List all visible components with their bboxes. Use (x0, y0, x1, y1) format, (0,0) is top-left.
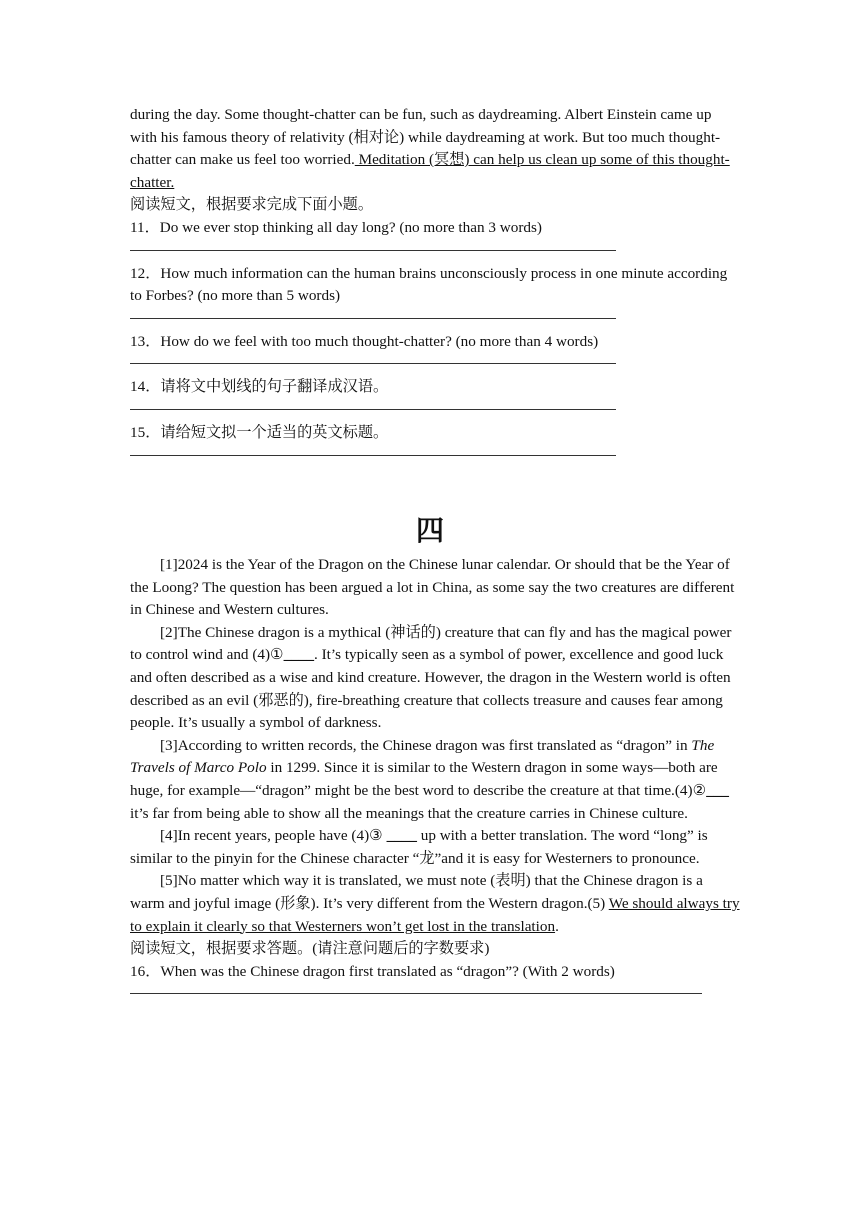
book-title: The Travels of Marco Polo (130, 736, 715, 777)
section-title: 四 (415, 516, 444, 547)
blank-4-2[interactable]: ___ (706, 781, 729, 799)
question-14: 14．请将文中划线的句子翻译成汉语。 (130, 378, 389, 396)
instruction-2: 阅读短文，根据要求答题。(请注意问题后的字数要求) (130, 940, 490, 958)
answer-line-15[interactable] (130, 455, 616, 456)
answer-line-13[interactable] (130, 363, 616, 364)
paragraph-3-text: [3]According to written records, the Chinese dragon was first translated as “dragon” in (160, 736, 692, 754)
paragraph-3-text-rest: it’s far from being able to show all the meanings that the creature carries in Chinese culture. (130, 804, 688, 822)
answer-line-16[interactable] (130, 993, 702, 994)
section2 (130, 554, 740, 994)
question-13: 13．How do we feel with too much thought-chatter? (no more than 4 words) (130, 332, 599, 350)
answer-line-12[interactable] (130, 318, 616, 319)
paragraph-3-text-mid: in 1299. Since it is similar to the Western dragon in some ways—both are huge, for example—“dragon” might be the best word to describe the creature at that time.(4)② (130, 759, 718, 799)
paragraph-1: [1]2024 is the Year of the Dragon on the Chinese lunar calendar. Or should that be the Year of the Loong? The question has been argued a lot in China, as some say the two creatures are different in Chinese and Western cultures. (130, 556, 735, 619)
passage-text: during the day. Some thought-chatter can be fun, such as daydreaming. Albert Einstein came up with his famous theory of relativity (相对论) while daydreaming at work. But too much thought-chatter can make us feel too worried. (130, 106, 721, 169)
paragraph-2 (130, 622, 740, 735)
question-11: 11．Do we ever stop thinking all day long? (no more than 3 words) (130, 218, 542, 236)
paragraph-4 (130, 825, 740, 870)
blank-4-1[interactable]: ____ (283, 646, 315, 664)
blank-4-3[interactable]: ____ (386, 827, 417, 845)
paragraph-4-text-rest: up with a better translation. The word “long” is similar to the pinyin for the Chinese character “龙”and it is easy for Westerners to pronounce. (130, 827, 708, 867)
question-16: 16．When was the Chinese dragon first translated as “dragon”? (With 2 words) (130, 962, 615, 980)
paragraph-5-end: . (555, 917, 559, 935)
paragraph-2-text: [2]The Chinese dragon is a mythical (神话的) creature that can fly and has the magical power to control wind and (4)① (130, 623, 732, 664)
section1 (130, 104, 740, 456)
passage-tail (130, 104, 740, 194)
question-15: 15．请给短文拟一个适当的英文标题。 (130, 423, 389, 441)
paragraph-2-text-rest: . It’s typically seen as a symbol of power, excellence and good luck and often described as a wise and kind creature. However, the dragon in the Western world is often described as an evil (邪恶的), fire-breathing creature that collects treasure and causes fear among people. It’s usually a symbol of darkness. (130, 646, 731, 732)
instruction: 阅读短文，根据要求完成下面小题。 (130, 196, 373, 214)
underlined-sentence: Meditation (冥想) can help us clean up some of this thought-chatter. (130, 151, 730, 191)
answer-line-11[interactable] (130, 250, 616, 251)
paragraph-5-text: [5]No matter which way it is translated, we must note (表明) that the Chinese dragon is a warm and joyful image (形象). It’s very different from the Western dragon.(5) (130, 872, 703, 912)
paragraph-5 (130, 870, 740, 938)
underlined-sentence-5: We should always try to explain it clearly so that Westerners won’t get lost in the translation (130, 894, 740, 935)
paragraph-3 (130, 735, 740, 825)
question-12: 12．How much information can the human brains unconsciously process in one minute according to Forbes? (no more than 5 words) (130, 264, 728, 305)
answer-line-14[interactable] (130, 409, 616, 410)
paragraph-4-text: [4]In recent years, people have (4)③ (160, 827, 387, 845)
